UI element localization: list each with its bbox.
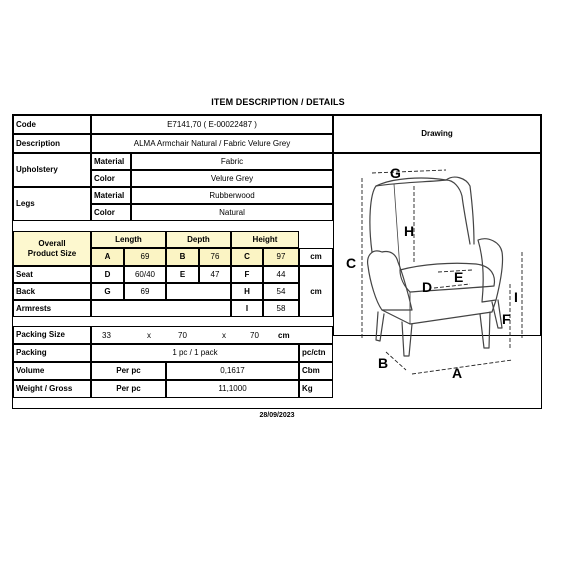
weight-value: 11,1000 (166, 380, 299, 398)
dim-letter-g: G (91, 283, 124, 300)
code-value: E7141,70 ( E-00022487 ) (91, 115, 333, 134)
dim-letter-f: F (231, 266, 263, 283)
weight-unit: Kg (299, 380, 333, 398)
upholstery-label: Upholstery (13, 153, 91, 187)
dim-g-guide (372, 170, 446, 173)
drawing-header: Drawing (333, 115, 541, 153)
sheet-title: ITEM DESCRIPTION / DETAILS (211, 97, 345, 107)
weight-label: Weight / Gross (13, 380, 91, 398)
volume-unit: Cbm (299, 362, 333, 380)
chair-leg-front-right (480, 312, 490, 348)
dim-value-h: 54 (263, 283, 299, 300)
code-label: Code (13, 115, 91, 134)
dim-value-g: 69 (124, 283, 166, 300)
chair-leg-front-left (402, 322, 412, 356)
drawing-letter-d: D (422, 279, 433, 295)
packing-size-unit: cm (278, 331, 290, 340)
packing-size-cell (91, 326, 333, 344)
back-label: Back (13, 283, 91, 300)
legs-label: Legs (13, 187, 91, 221)
chair-leg-back-right (492, 300, 502, 328)
packing-size-length: 33 (102, 331, 111, 340)
upholstery-material-value: Fabric (131, 153, 333, 170)
dim-letter-i: I (231, 300, 263, 317)
chair-left-armrest (368, 251, 412, 310)
drawing-letter-b: B (378, 355, 389, 371)
volume-per-pc: Per pc (91, 362, 166, 380)
description-label: Description (13, 134, 91, 153)
dim-d-guide (434, 284, 470, 288)
upholstery-color-value: Velure Grey (131, 170, 333, 187)
drawing-letter-a: A (452, 365, 463, 381)
drawing-letter-g: G (390, 165, 401, 181)
chair-base (382, 300, 496, 324)
dim-letter-e: E (166, 266, 199, 283)
dim-letter-c: C (231, 248, 263, 266)
chair-back-top (376, 180, 446, 186)
legs-material-value: Rubberwood (131, 187, 333, 204)
dim-value-d: 60/40 (124, 266, 166, 283)
dim-value-c: 97 (263, 248, 299, 266)
packing-label: Packing (13, 344, 91, 362)
drawing-letter-h: H (404, 223, 415, 239)
drawing-letter-f: F (502, 311, 511, 327)
overall-size-label: Overall Product Size (13, 231, 91, 266)
legs-color-value: Natural (131, 204, 333, 221)
dim-letter-a: A (91, 248, 124, 266)
description-value: ALMA Armchair Natural / Fabric Velure Grey (91, 134, 333, 153)
upholstery-color-label: Color (91, 170, 131, 187)
packing-size-label: Packing Size (13, 326, 91, 344)
chair-backrest (370, 178, 470, 252)
dim-letter-d: D (91, 266, 124, 283)
dim-value-e: 47 (199, 266, 231, 283)
chair-seat-cushion (400, 263, 494, 292)
dim-b-guide (386, 352, 406, 370)
drawing-letter-e: E (454, 269, 464, 285)
drawing-letter-i: I (514, 289, 518, 305)
dim-letter-h: H (231, 283, 263, 300)
armchair-drawing (342, 152, 538, 392)
dim-value-a: 69 (124, 248, 166, 266)
armrests-label: Armrests (13, 300, 91, 317)
depth-header: Depth (166, 231, 231, 248)
dim-value-f: 44 (263, 266, 299, 283)
packing-size-depth: 70 (178, 331, 187, 340)
dim-value-b: 76 (199, 248, 231, 266)
drawing-letter-c: C (346, 255, 357, 271)
sheet-date: 28/09/2023 (259, 412, 295, 419)
overall-unit: cm (299, 248, 333, 266)
length-header: Length (91, 231, 166, 248)
volume-label: Volume (13, 362, 91, 380)
packing-size-x-1: x (147, 331, 151, 340)
volume-value: 0,1617 (166, 362, 299, 380)
back-empty-cell (166, 283, 231, 300)
legs-material-label: Material (91, 187, 131, 204)
upholstery-material-label: Material (91, 153, 131, 170)
seat-label: Seat (13, 266, 91, 283)
legs-color-label: Color (91, 204, 131, 221)
dim-letter-b: B (166, 248, 199, 266)
chair-back-seam (394, 184, 400, 270)
packing-size-x-2: x (222, 331, 226, 340)
weight-per-pc: Per pc (91, 380, 166, 398)
seat-back-unit: cm (299, 266, 333, 317)
packing-unit: pc/ctn (299, 344, 333, 362)
armrests-empty-cell (91, 300, 231, 317)
packing-value: 1 pc / 1 pack (91, 344, 299, 362)
packing-size-height: 70 (250, 331, 259, 340)
chair-wing-right (446, 177, 474, 244)
dim-value-i: 58 (263, 300, 299, 317)
chair-leg-back-left (376, 312, 384, 341)
height-header: Height (231, 231, 299, 248)
